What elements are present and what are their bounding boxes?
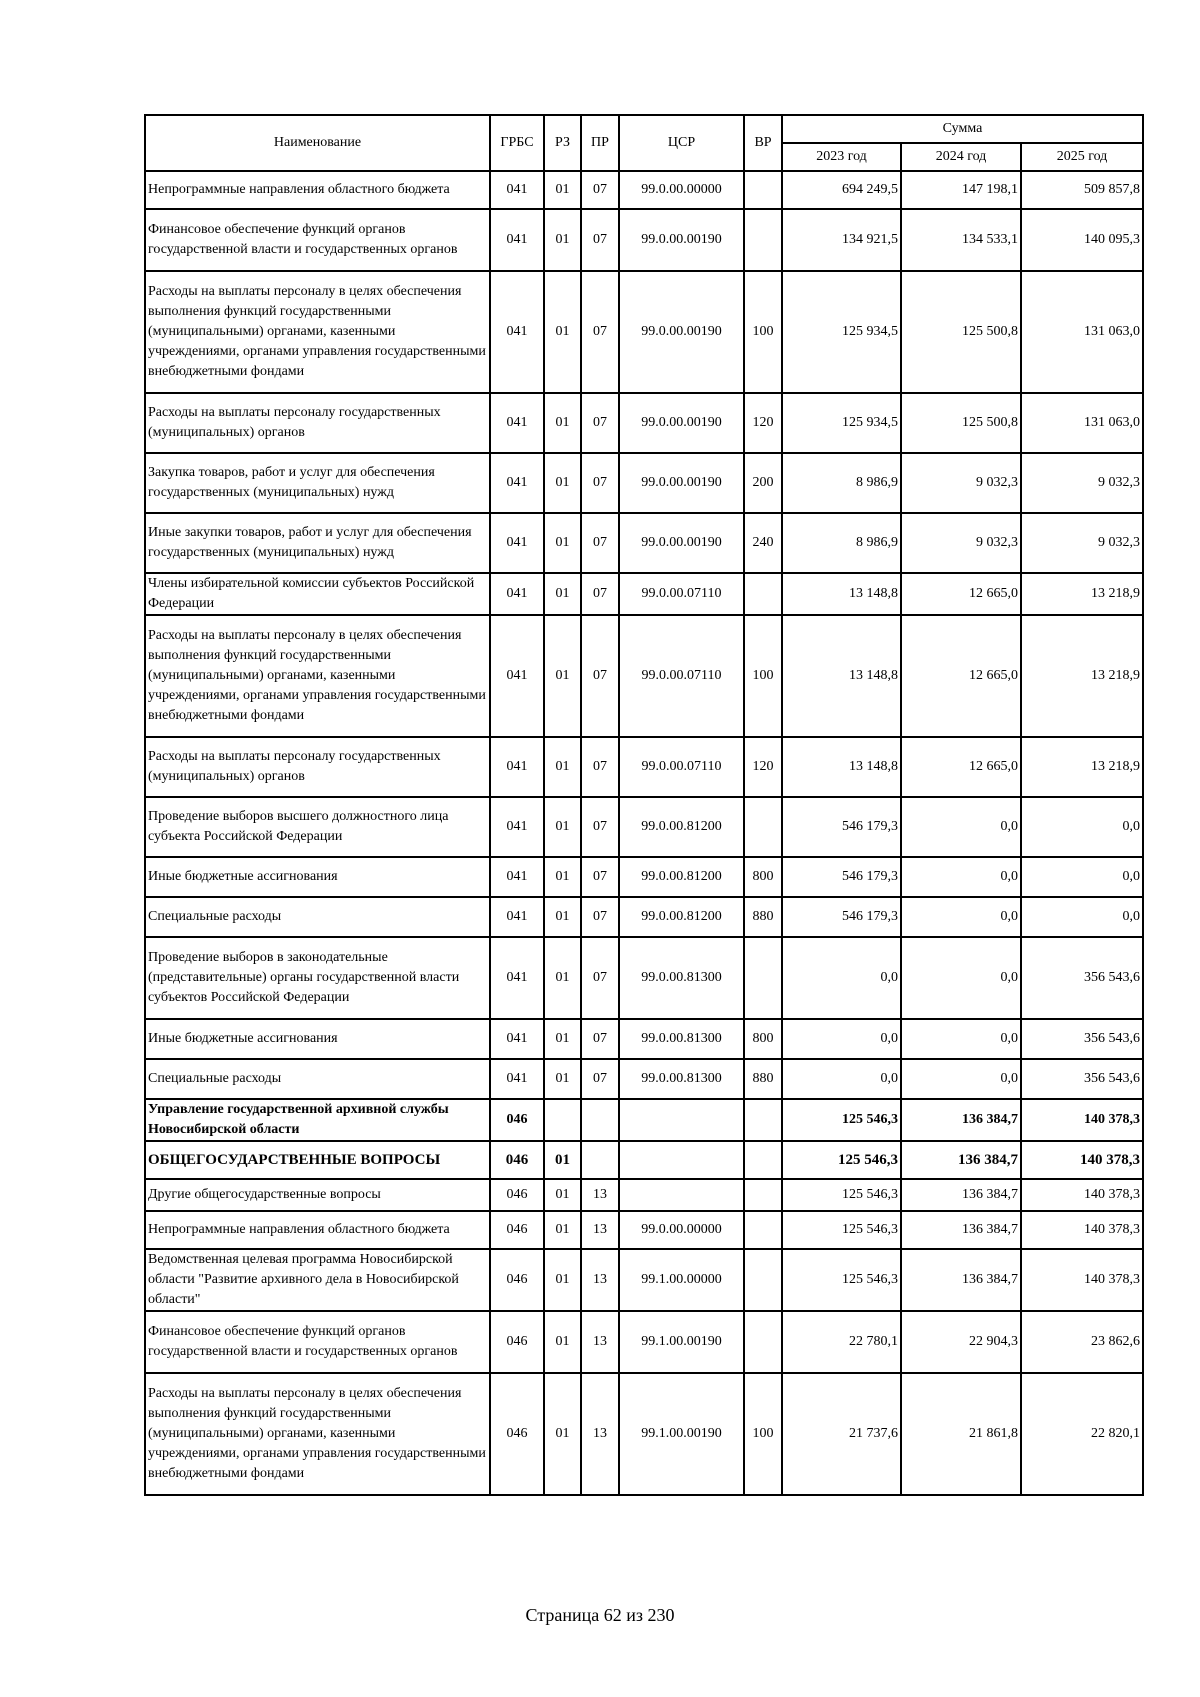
- row-csr: 99.0.00.81200: [619, 897, 744, 937]
- row-vr: 800: [744, 1019, 782, 1059]
- row-sum-2023: 8 986,9: [782, 513, 901, 573]
- row-sum-2023: 0,0: [782, 1059, 901, 1099]
- row-name: Управление государственной архивной службы Новосибирской области: [145, 1099, 490, 1141]
- row-csr: 99.0.00.00000: [619, 1211, 744, 1249]
- row-csr: [619, 1099, 744, 1141]
- row-name: Финансовое обеспечение функций органов государственной власти и государственных органов: [145, 1311, 490, 1373]
- row-name: Специальные расходы: [145, 897, 490, 937]
- row-csr: [619, 1179, 744, 1211]
- row-rz: 01: [544, 615, 581, 737]
- row-vr: 800: [744, 857, 782, 897]
- row-rz: 01: [544, 453, 581, 513]
- row-sum-2023: 546 179,3: [782, 797, 901, 857]
- row-name: Иные закупки товаров, работ и услуг для обеспечения государственных (муниципальных) нужд: [145, 513, 490, 573]
- row-name: Ведомственная целевая программа Новосибирской области "Развитие архивного дела в Новосибирской области": [145, 1249, 490, 1311]
- table-row: [145, 1179, 1143, 1211]
- row-vr: [744, 1179, 782, 1211]
- row-sum-2023: 125 546,3: [782, 1249, 901, 1311]
- row-sum-2024: 0,0: [901, 897, 1021, 937]
- row-grbs: 046: [490, 1141, 544, 1179]
- row-sum-2025: 356 543,6: [1021, 937, 1143, 1019]
- row-pr: 13: [581, 1373, 619, 1495]
- table-row: [145, 1099, 1143, 1141]
- row-grbs: 041: [490, 513, 544, 573]
- row-rz: 01: [544, 1311, 581, 1373]
- row-rz: 01: [544, 513, 581, 573]
- row-name: Расходы на выплаты персоналу в целях обеспечения выполнения функций государственными (муниципальными) органами, казенными учреждениями, органами управления государственными внебюджетными фондами: [145, 1373, 490, 1495]
- row-sum-2024: 136 384,7: [901, 1211, 1021, 1249]
- row-vr: 100: [744, 1373, 782, 1495]
- row-sum-2023: 22 780,1: [782, 1311, 901, 1373]
- row-sum-2025: 509 857,8: [1021, 171, 1143, 209]
- row-pr: 13: [581, 1179, 619, 1211]
- row-pr: 07: [581, 171, 619, 209]
- row-sum-2025: 0,0: [1021, 857, 1143, 897]
- col-header-2024: 2024 год: [901, 143, 1021, 171]
- row-sum-2025: 0,0: [1021, 797, 1143, 857]
- row-csr: 99.0.00.07110: [619, 615, 744, 737]
- row-name: Иные бюджетные ассигнования: [145, 1019, 490, 1059]
- row-vr: [744, 573, 782, 615]
- row-sum-2025: 9 032,3: [1021, 513, 1143, 573]
- row-pr: 13: [581, 1211, 619, 1249]
- row-sum-2025: 140 095,3: [1021, 209, 1143, 271]
- row-csr: 99.1.00.00190: [619, 1373, 744, 1495]
- row-vr: [744, 1249, 782, 1311]
- row-sum-2024: 125 500,8: [901, 393, 1021, 453]
- table-row: [145, 1211, 1143, 1249]
- row-sum-2024: 125 500,8: [901, 271, 1021, 393]
- row-vr: 240: [744, 513, 782, 573]
- table-row: [145, 209, 1143, 271]
- row-sum-2025: 356 543,6: [1021, 1019, 1143, 1059]
- row-pr: 07: [581, 797, 619, 857]
- row-csr: 99.0.00.81300: [619, 1019, 744, 1059]
- row-grbs: 046: [490, 1211, 544, 1249]
- row-sum-2024: 0,0: [901, 797, 1021, 857]
- row-sum-2024: 21 861,8: [901, 1373, 1021, 1495]
- row-grbs: 041: [490, 573, 544, 615]
- row-name: ОБЩЕГОСУДАРСТВЕННЫЕ ВОПРОСЫ: [145, 1141, 490, 1179]
- table-row: [145, 937, 1143, 1019]
- table-row: [145, 573, 1143, 615]
- row-name: Специальные расходы: [145, 1059, 490, 1099]
- row-sum-2025: 13 218,9: [1021, 615, 1143, 737]
- row-sum-2025: 131 063,0: [1021, 271, 1143, 393]
- row-rz: 01: [544, 897, 581, 937]
- table-row: [145, 513, 1143, 573]
- row-grbs: 041: [490, 897, 544, 937]
- row-csr: 99.1.00.00000: [619, 1249, 744, 1311]
- row-vr: 100: [744, 271, 782, 393]
- row-sum-2023: 546 179,3: [782, 897, 901, 937]
- row-sum-2024: 147 198,1: [901, 171, 1021, 209]
- col-header-pr: ПР: [581, 115, 619, 171]
- table-header: [145, 115, 1143, 171]
- row-csr: 99.0.00.81300: [619, 1059, 744, 1099]
- row-sum-2024: 0,0: [901, 937, 1021, 1019]
- row-sum-2024: 9 032,3: [901, 513, 1021, 573]
- table-row: [145, 737, 1143, 797]
- row-rz: 01: [544, 1019, 581, 1059]
- row-pr: 07: [581, 271, 619, 393]
- row-name: Члены избирательной комиссии субъектов Российской Федерации: [145, 573, 490, 615]
- row-grbs: 041: [490, 937, 544, 1019]
- row-pr: 07: [581, 513, 619, 573]
- table-row: [145, 1249, 1143, 1311]
- row-pr: 07: [581, 615, 619, 737]
- row-sum-2023: 0,0: [782, 937, 901, 1019]
- row-grbs: 046: [490, 1311, 544, 1373]
- row-csr: 99.0.00.00000: [619, 171, 744, 209]
- row-grbs: 046: [490, 1249, 544, 1311]
- row-rz: 01: [544, 271, 581, 393]
- row-rz: 01: [544, 1249, 581, 1311]
- table-row: [145, 1059, 1143, 1099]
- row-rz: 01: [544, 1373, 581, 1495]
- row-sum-2023: 125 934,5: [782, 393, 901, 453]
- row-csr: 99.0.00.00190: [619, 209, 744, 271]
- col-header-sum: Сумма: [782, 115, 1143, 143]
- row-grbs: 041: [490, 171, 544, 209]
- row-pr: 13: [581, 1311, 619, 1373]
- budget-table: [144, 114, 1144, 1496]
- table-row: [145, 897, 1143, 937]
- row-sum-2024: 22 904,3: [901, 1311, 1021, 1373]
- row-vr: [744, 1211, 782, 1249]
- col-header-name: Наименование: [145, 115, 490, 171]
- row-sum-2025: 140 378,3: [1021, 1211, 1143, 1249]
- row-pr: [581, 1099, 619, 1141]
- row-vr: [744, 1311, 782, 1373]
- row-rz: 01: [544, 1141, 581, 1179]
- row-grbs: 041: [490, 615, 544, 737]
- row-sum-2023: 125 546,3: [782, 1141, 901, 1179]
- row-csr: 99.0.00.81200: [619, 857, 744, 897]
- row-vr: 120: [744, 737, 782, 797]
- row-rz: 01: [544, 1059, 581, 1099]
- row-sum-2024: 136 384,7: [901, 1141, 1021, 1179]
- row-csr: 99.0.00.81300: [619, 937, 744, 1019]
- row-grbs: 041: [490, 857, 544, 897]
- row-sum-2025: 140 378,3: [1021, 1179, 1143, 1211]
- row-vr: 120: [744, 393, 782, 453]
- row-grbs: 046: [490, 1099, 544, 1141]
- row-sum-2023: 125 546,3: [782, 1211, 901, 1249]
- row-grbs: 041: [490, 209, 544, 271]
- row-vr: [744, 1099, 782, 1141]
- row-vr: [744, 1141, 782, 1179]
- row-vr: [744, 171, 782, 209]
- row-rz: 01: [544, 797, 581, 857]
- row-name: Проведение выборов высшего должностного лица субъекта Российской Федерации: [145, 797, 490, 857]
- row-pr: 07: [581, 393, 619, 453]
- row-sum-2024: 12 665,0: [901, 615, 1021, 737]
- row-sum-2023: 0,0: [782, 1019, 901, 1059]
- row-csr: 99.0.00.07110: [619, 737, 744, 797]
- row-pr: 07: [581, 937, 619, 1019]
- table-body: [145, 171, 1143, 1495]
- row-sum-2023: 546 179,3: [782, 857, 901, 897]
- row-rz: 01: [544, 171, 581, 209]
- col-header-rz: РЗ: [544, 115, 581, 171]
- row-sum-2025: 13 218,9: [1021, 573, 1143, 615]
- table-row: [145, 171, 1143, 209]
- row-name: Финансовое обеспечение функций органов государственной власти и государственных органов: [145, 209, 490, 271]
- row-pr: 07: [581, 1059, 619, 1099]
- row-sum-2024: 136 384,7: [901, 1179, 1021, 1211]
- row-sum-2023: 13 148,8: [782, 737, 901, 797]
- table-row: [145, 1311, 1143, 1373]
- row-grbs: 041: [490, 1019, 544, 1059]
- row-rz: 01: [544, 857, 581, 897]
- col-header-vr: ВР: [744, 115, 782, 171]
- row-sum-2023: 21 737,6: [782, 1373, 901, 1495]
- row-pr: 07: [581, 897, 619, 937]
- row-name: Закупка товаров, работ и услуг для обеспечения государственных (муниципальных) нужд: [145, 453, 490, 513]
- table-row: [145, 1373, 1143, 1495]
- row-sum-2025: 140 378,3: [1021, 1141, 1143, 1179]
- row-name: Проведение выборов в законодательные (представительные) органы государственной власти субъектов Российской Федерации: [145, 937, 490, 1019]
- row-grbs: 046: [490, 1373, 544, 1495]
- row-sum-2025: 22 820,1: [1021, 1373, 1143, 1495]
- row-vr: [744, 797, 782, 857]
- col-header-grbs: ГРБС: [490, 115, 544, 171]
- row-name: Расходы на выплаты персоналу в целях обеспечения выполнения функций государственными (муниципальными) органами, казенными учреждениями, органами управления государственными внебюджетными фондами: [145, 615, 490, 737]
- row-sum-2024: 136 384,7: [901, 1099, 1021, 1141]
- row-sum-2024: 12 665,0: [901, 737, 1021, 797]
- row-rz: 01: [544, 573, 581, 615]
- row-name: Расходы на выплаты персоналу государственных (муниципальных) органов: [145, 737, 490, 797]
- row-rz: 01: [544, 393, 581, 453]
- row-name: Другие общегосударственные вопросы: [145, 1179, 490, 1211]
- row-sum-2025: 140 378,3: [1021, 1099, 1143, 1141]
- row-sum-2024: 0,0: [901, 857, 1021, 897]
- row-csr: 99.1.00.00190: [619, 1311, 744, 1373]
- row-sum-2024: 12 665,0: [901, 573, 1021, 615]
- row-sum-2025: 140 378,3: [1021, 1249, 1143, 1311]
- row-sum-2025: 0,0: [1021, 897, 1143, 937]
- row-grbs: 041: [490, 453, 544, 513]
- row-name: Непрограммные направления областного бюджета: [145, 1211, 490, 1249]
- row-rz: 01: [544, 737, 581, 797]
- row-sum-2025: 9 032,3: [1021, 453, 1143, 513]
- row-pr: 07: [581, 209, 619, 271]
- row-csr: 99.0.00.00190: [619, 393, 744, 453]
- row-sum-2024: 0,0: [901, 1059, 1021, 1099]
- row-sum-2023: 134 921,5: [782, 209, 901, 271]
- row-vr: 880: [744, 1059, 782, 1099]
- table-row: [145, 271, 1143, 393]
- row-csr: 99.0.00.00190: [619, 271, 744, 393]
- row-sum-2024: 9 032,3: [901, 453, 1021, 513]
- row-pr: 07: [581, 737, 619, 797]
- row-rz: [544, 1099, 581, 1141]
- row-sum-2024: 0,0: [901, 1019, 1021, 1059]
- row-name: Иные бюджетные ассигнования: [145, 857, 490, 897]
- row-sum-2025: 356 543,6: [1021, 1059, 1143, 1099]
- row-pr: [581, 1141, 619, 1179]
- row-grbs: 041: [490, 1059, 544, 1099]
- table-row: [145, 1141, 1143, 1179]
- row-pr: 07: [581, 573, 619, 615]
- row-rz: 01: [544, 1179, 581, 1211]
- row-rz: 01: [544, 209, 581, 271]
- page-number: Страница 62 из 230: [525, 1605, 675, 1625]
- row-csr: [619, 1141, 744, 1179]
- row-sum-2023: 694 249,5: [782, 171, 901, 209]
- row-vr: 880: [744, 897, 782, 937]
- row-vr: [744, 209, 782, 271]
- row-csr: 99.0.00.00190: [619, 513, 744, 573]
- row-grbs: 041: [490, 737, 544, 797]
- row-pr: 07: [581, 453, 619, 513]
- row-sum-2025: 13 218,9: [1021, 737, 1143, 797]
- table-row: [145, 393, 1143, 453]
- col-header-2025: 2025 год: [1021, 143, 1143, 171]
- row-vr: 100: [744, 615, 782, 737]
- row-sum-2023: 8 986,9: [782, 453, 901, 513]
- row-grbs: 041: [490, 797, 544, 857]
- table-row: [145, 453, 1143, 513]
- row-sum-2024: 136 384,7: [901, 1249, 1021, 1311]
- row-grbs: 046: [490, 1179, 544, 1211]
- table-row: [145, 1019, 1143, 1059]
- row-name: Расходы на выплаты персоналу государственных (муниципальных) органов: [145, 393, 490, 453]
- row-sum-2023: 125 546,3: [782, 1099, 901, 1141]
- row-sum-2023: 13 148,8: [782, 615, 901, 737]
- row-pr: 13: [581, 1249, 619, 1311]
- row-csr: 99.0.00.00190: [619, 453, 744, 513]
- col-header-2023: 2023 год: [782, 143, 901, 171]
- row-csr: 99.0.00.07110: [619, 573, 744, 615]
- row-name: Непрограммные направления областного бюджета: [145, 171, 490, 209]
- row-name: Расходы на выплаты персоналу в целях обеспечения выполнения функций государственными (муниципальными) органами, казенными учреждениями, органами управления государственными внебюджетными фондами: [145, 271, 490, 393]
- row-sum-2025: 131 063,0: [1021, 393, 1143, 453]
- row-sum-2023: 125 934,5: [782, 271, 901, 393]
- row-sum-2023: 125 546,3: [782, 1179, 901, 1211]
- row-pr: 07: [581, 1019, 619, 1059]
- row-vr: 200: [744, 453, 782, 513]
- row-sum-2025: 23 862,6: [1021, 1311, 1143, 1373]
- row-rz: 01: [544, 1211, 581, 1249]
- table-row: [145, 797, 1143, 857]
- row-grbs: 041: [490, 393, 544, 453]
- row-vr: [744, 937, 782, 1019]
- col-header-csr: ЦСР: [619, 115, 744, 171]
- row-rz: 01: [544, 937, 581, 1019]
- row-sum-2024: 134 533,1: [901, 209, 1021, 271]
- row-grbs: 041: [490, 271, 544, 393]
- table-row: [145, 857, 1143, 897]
- row-sum-2023: 13 148,8: [782, 573, 901, 615]
- row-csr: 99.0.00.81200: [619, 797, 744, 857]
- table-row: [145, 615, 1143, 737]
- row-pr: 07: [581, 857, 619, 897]
